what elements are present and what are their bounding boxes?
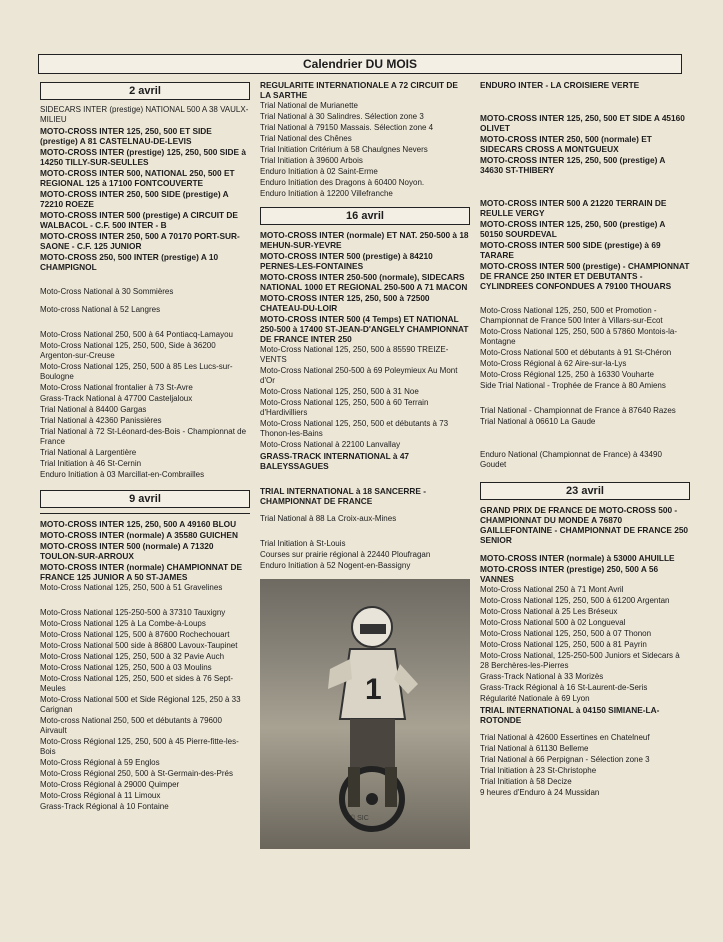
page-banner: [38, 54, 682, 74]
event-entry: Moto-Cross National 250, 500 à 64 Pontiacq-Lamayou: [40, 330, 233, 339]
divider: [40, 513, 250, 514]
event-entry: Trial Initiation à St-Louis: [260, 539, 346, 548]
event-entry: Moto-Cross National 125, 250, 500 et sides à 76 Sept-Meules: [40, 674, 233, 693]
event-entry: GRASS-TRACK INTERNATIONAL à 47 BALEYSSAGUES: [260, 451, 410, 471]
event-entry: MOTO-CROSS INTER 125, 250, 500 ET SIDE A 45160 OLIVET: [480, 113, 685, 133]
event-entry: Enduro Initiation à 03 Marcillat-en-Combrailles: [40, 470, 205, 479]
event-entry: MOTO-CROSS INTER 125, 250, 500 (prestige) A 50150 SOURDEVAL: [480, 219, 666, 239]
event-entry: SIDECARS INTER (prestige) NATIONAL 500 A 38 VAULX-MILIEU: [40, 105, 249, 124]
event-entry: Enduro Initiation des Dragons à 60400 Noyon.: [260, 178, 425, 187]
event-entry: MOTO-CROSS INTER 500 SIDE (prestige) à 69 TARARE: [480, 240, 661, 260]
event-entry: Moto-Cross Régional 250, 500 à St-Germain-des-Prés: [40, 769, 233, 778]
event-entry: Trial National à 79150 Massais. Sélection zone 4: [260, 123, 434, 132]
event-entry: 9 heures d'Enduro à 24 Mussidan: [480, 788, 600, 797]
event-list-16-avril: [260, 230, 470, 571]
event-entry: Grass-Track National à 47700 Casteljaloux: [40, 394, 193, 403]
event-entry: GRAND PRIX DE FRANCE DE MOTO-CROSS 500 - CHAMPIONNAT DU MONDE A 76870 GAILLEFONTAINE - CHAMPIONNAT DE FRANCE 250 SENIOR: [480, 505, 689, 545]
event-entry: MOTO-CROSS INTER 500 (prestige) à 84210 PERNES-LES-FONTAINES: [260, 251, 433, 271]
event-entry: Enduro Initiation à 02 Saint-Erme: [260, 167, 378, 176]
rider-illustration: [310, 589, 420, 839]
event-entry: Moto-Cross National 125, 250, 500 à 07 Thonon: [480, 629, 652, 638]
event-entry: MOTO-CROSS INTER (normale) ET NAT. 250-500 à 18 MEHUN-SUR-YEVRE: [260, 230, 469, 250]
event-entry: Moto-Cross National 125, 500 à 87600 Rochechouart: [40, 630, 230, 639]
event-entry: Moto-Cross National 250-500 à 69 Poleymieux Au Mont d'Or: [260, 366, 458, 385]
section-header-label: 23 avril: [566, 485, 604, 497]
event-entry: Moto-Cross National 125, 250, 500 à 60 Terrain d'Hardivilliers: [260, 398, 429, 417]
event-entry: Moto-Cross National 125, 250, 500 à 03 Moulins: [40, 663, 212, 672]
event-entry: Moto-Cross National, 125-250-500 Juniors et Sidecars à 28 Berchères-les-Pierres: [480, 651, 680, 670]
event-entry: Moto-Cross National 500 side à 86800 Lavoux-Taupinet: [40, 641, 238, 650]
event-list-2-avril: [40, 105, 250, 480]
event-entry: Trial National à 42600 Essertines en Chatelneuf: [480, 733, 650, 742]
event-entry: Moto-Cross National à 22100 Lanvallay: [260, 440, 401, 449]
event-entry: Moto-Cross National 125, 250, 500 à 85590 TREIZE-VENTS: [260, 345, 449, 364]
event-entry: TRIAL INTERNATIONAL à 04150 SIMIANE-LA-ROTONDE: [480, 705, 660, 725]
section-header-label: 9 avril: [129, 493, 161, 505]
event-entry: MOTO-CROSS INTER 250-500 (normale), SIDECARS NATIONAL 1000 ET REGIONAL 250-500 A 71 MACON: [260, 272, 468, 292]
event-entry: MOTO-CROSS INTER 500, NATIONAL 250, 500 ET REGIONAL 125 à 17100 FONTCOUVERTE: [40, 168, 235, 188]
event-list-9-avril: [40, 519, 250, 812]
column-1: [40, 80, 250, 813]
event-entry: Moto-Cross National 500 et Side Régional 125, 250 à 33 Carignan: [40, 695, 241, 714]
event-entry: Moto-Cross National 125, 250, 500 et Promotion - Championnat de France 500 Inter à Villars-sur-Ecot: [480, 306, 663, 325]
event-entry: Trial National à 88 La Croix-aux-Mines: [260, 514, 397, 523]
svg-text:1: 1: [365, 673, 382, 706]
event-list-23-avril: [480, 505, 690, 798]
event-entry: MOTO-CROSS 250, 500 INTER (prestige) A 10 CHAMPIGNOL: [40, 252, 219, 272]
section-header-2-avril: [40, 82, 250, 100]
event-entry: Moto-Cross National 500 et débutants à 91 St-Chéron: [480, 348, 672, 357]
event-entry: MOTO-CROSS INTER 500 A 21220 TERRAIN DE REULLE VERGY: [480, 198, 667, 218]
event-entry: MOTO-CROSS INTER 125, 250, 500 ET SIDE (prestige) A 81 CASTELNAU-DE-LEVIS: [40, 126, 212, 146]
event-entry: Moto-cross National 250, 500 et débutants à 79600 Airvault: [40, 716, 222, 735]
event-entry: Moto-Cross Régional 125, 250, 500 à 45 Pierre-fitte-les-Bois: [40, 737, 239, 756]
event-entry: Moto-Cross National à 30 Sommières: [40, 287, 174, 296]
section-header-label: 16 avril: [346, 210, 384, 222]
event-entry: Trial National des Chênes: [260, 134, 352, 143]
event-entry: Moto-Cross National 125, 250, 500 à 32 Pavie Auch: [40, 652, 225, 661]
event-entry: MOTO-CROSS INTER 250, 500 (normale) ET SIDECARS CROSS A MONTGUEUX: [480, 134, 652, 154]
event-entry: Trial National - Championnat de France à 87640 Razes: [480, 406, 676, 415]
event-entry: Enduro Initiation à 52 Nogent-en-Bassigny: [260, 561, 411, 570]
section-header-23-avril: [480, 482, 690, 500]
motocross-photo: [260, 579, 470, 849]
event-entry: Moto-Cross National à 25 Les Bréseux: [480, 607, 618, 616]
event-entry: Moto-Cross Régional à 11 Limoux: [40, 791, 161, 800]
event-entry: MOTO-CROSS INTER (prestige) 250, 500 A 56 VANNES: [480, 564, 659, 584]
event-entry: Trial Initiation à 58 Decize: [480, 777, 572, 786]
event-entry: MOTO-CROSS INTER (prestige) 125, 250, 500 SIDE à 14250 TILLY-SUR-SEULLES: [40, 147, 246, 167]
event-entry: Moto-Cross National 125, 250, 500, Side à 36200 Argenton-sur-Creuse: [40, 341, 216, 360]
event-entry: MOTO-CROSS INTER 500 (prestige) A CIRCUIT DE WALBACOL - C.F. 500 INTER - B: [40, 210, 238, 230]
event-entry: Moto-Cross National 125, 250, 500 à 31 Noe: [260, 387, 419, 396]
event-entry: Moto-Cross National 500 à 02 Longueval: [480, 618, 626, 627]
event-entry: Moto-Cross National 125, 250, 500 à 81 Payrin: [480, 640, 647, 649]
event-entry: MOTO-CROSS INTER 125, 250, 500 A 49160 BLOU: [40, 519, 237, 529]
event-entry: Moto-cross National à 52 Langres: [40, 305, 161, 314]
event-entry: Trial Initiation à 39600 Arbois: [260, 156, 363, 165]
event-entry: Moto-Cross Régional 125, 250 à 16330 Vouharte: [480, 370, 654, 379]
event-entry: Grass-Track National à 33 Morizès: [480, 672, 604, 681]
event-entry: ENDURO INTER - LA CROISIERE VERTE: [480, 80, 640, 90]
event-entry: MOTO-CROSS INTER (normale) CHAMPIONNAT DE FRANCE 125 JUNIOR A 50 ST-JAMES: [40, 562, 243, 582]
event-entry: Moto-Cross Régional à 59 Englos: [40, 758, 160, 767]
event-entry: Enduro Initiation à 12200 Villefranche: [260, 189, 393, 198]
event-entry: MOTO-CROSS INTER 125, 250, 500 à 72500 CHATEAU-DU-LOIR: [260, 293, 430, 313]
event-entry: Régularité Nationale à 69 Lyon: [480, 694, 590, 703]
event-entry: Trial National à 06610 La Gaude: [480, 417, 596, 426]
section-header-16-avril: [260, 207, 470, 225]
section-header-9-avril: [40, 490, 250, 508]
event-entry: Trial Initiation Critérium à 58 Chaulgnes Nevers: [260, 145, 428, 154]
section-header-label: 2 avril: [129, 85, 161, 97]
event-entry: MOTO-CROSS INTER 500 (prestige) - CHAMPIONNAT DE FRANCE 250 INTER ET DEBUTANTS - CYLINDREES CONFONDUES A 79100 THOUARS: [480, 261, 690, 291]
event-entry: Grass-Track Régional à 10 Fontaine: [40, 802, 169, 811]
event-entry: MOTO-CROSS INTER 250, 500 SIDE (prestige) A 72210 ROEZE: [40, 189, 229, 209]
event-entry: MOTO-CROSS INTER 500 (4 Temps) ET NATIONAL 250-500 à 17400 ST-JEAN-D'ANGELY CHAMPIONNAT DE FRANCE INTER 250: [260, 314, 469, 344]
event-entry: MOTO-CROSS INTER (normale) à 53000 AHUILLE: [480, 553, 675, 563]
event-entry: TRIAL INTERNATIONAL à 18 SANCERRE - CHAMPIONNAT DE FRANCE: [260, 486, 426, 506]
event-entry: Trial National à 84400 Gargas: [40, 405, 147, 414]
event-entry: REGULARITE INTERNATIONALE A 72 CIRCUIT DE LA SARTHE: [260, 80, 458, 100]
event-list-continued: [260, 80, 470, 199]
event-entry: Trial National à 66 Perpignan - Sélection zone 3: [480, 755, 650, 764]
event-entry: Trial Initiation à 23 St-Christophe: [480, 766, 597, 775]
event-list-continued-2: [480, 80, 690, 470]
column-2: [260, 80, 470, 849]
event-entry: Moto-Cross National 250 à 71 Mont Avril: [480, 585, 624, 594]
event-entry: Moto-Cross National 125, 250, 500 à 61200 Argentan: [480, 596, 670, 605]
photo-caption: © SIC: [350, 815, 369, 822]
event-entry: MOTO-CROSS INTER 500 (normale) A 71320 TOULON-SUR-ARROUX: [40, 541, 214, 561]
event-entry: MOTO-CROSS INTER 125, 250, 500 (prestige) A 34630 ST-THIBERY: [480, 155, 666, 175]
event-entry: MOTO-CROSS INTER 250, 500 A 70170 PORT-SUR-SAONE - C.F. 125 JUNIOR: [40, 231, 240, 251]
column-3: [480, 80, 690, 799]
event-entry: Moto-Cross National 125, 250, 500 à 85 Les Lucs-sur-Boulogne: [40, 362, 233, 381]
event-entry: Grass-Track Régional à 16 St-Laurent-de-Seris: [480, 683, 648, 692]
event-entry: Moto-Cross National 125, 250, 500 à 51 Gravelines: [40, 583, 223, 592]
event-entry: Trial National à 42360 Panissières: [40, 416, 162, 425]
event-entry: Moto-Cross Régional à 62 Aire-sur-la-Lys: [480, 359, 627, 368]
event-entry: Trial National à 61130 Belleme: [480, 744, 589, 753]
event-entry: Moto-Cross National frontalier à 73 St-Avre: [40, 383, 193, 392]
event-entry: Moto-Cross National 125, 250, 500 et débutants à 73 Thonon-les-Bains: [260, 419, 449, 438]
event-entry: Side Trial National - Trophée de France à 80 Amiens: [480, 381, 666, 390]
event-entry: Trial National à 30 Salindres. Sélection zone 3: [260, 112, 424, 121]
banner-title: Calendrier DU MOIS: [302, 57, 418, 71]
event-entry: Trial National à 72 St-Léonard-des-Bois - Championnat de France: [40, 427, 247, 446]
event-entry: MOTO-CROSS INTER (normale) A 35580 GUICHEN: [40, 530, 238, 540]
event-entry: Trial National à Largentière: [40, 448, 137, 457]
event-entry: Moto-Cross National 125-250-500 à 37310 Tauxigny: [40, 608, 226, 617]
event-entry: Courses sur prairie régional à 22440 Ploufragan: [260, 550, 431, 559]
event-entry: Moto-Cross National 125 à La Combe-à-Loups: [40, 619, 206, 628]
event-entry: Trial National de Murianette: [260, 101, 358, 110]
event-entry: Moto-Cross Régional à 29000 Quimper: [40, 780, 180, 789]
event-entry: Enduro National (Championnat de France) à 43490 Goudet: [480, 450, 662, 469]
event-entry: Trial Initiation à 46 St-Cernin: [40, 459, 142, 468]
event-entry: Moto-Cross National 125, 250, 500 à 57860 Montois-la-Montagne: [480, 327, 677, 346]
